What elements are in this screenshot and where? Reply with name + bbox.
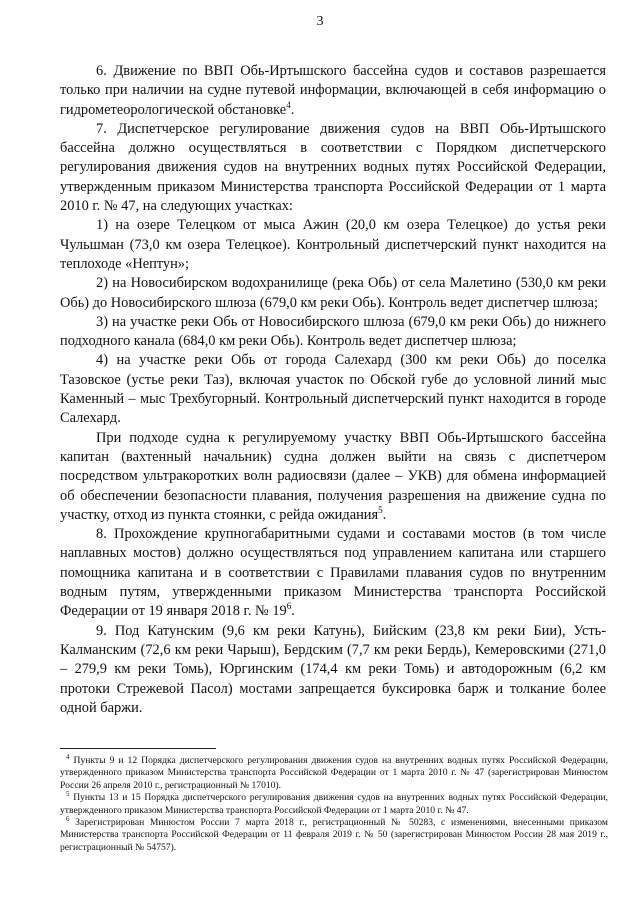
footnote-ref-5: 5 bbox=[378, 505, 383, 516]
page-number: 3 bbox=[316, 14, 324, 29]
footnote-5: $^5$ Пункты 13 и 15 Порядка диспетчерского регулирования движения судов на внутренних водных путях Российской Федерации, утвержденного приказом Министерства транспорта Российской Федерации от 1 марта 2010 г. № 47. bbox=[60, 790, 608, 816]
list-item-3: 3) на участке реки Обь от Новосибирского шлюза (679,0 км реки Обь) до нижнего подходного канала (684,0 км реки Обь). Контроль ведет диспетчер шлюза; bbox=[60, 313, 606, 350]
paragraph-7: 7. Диспетчерское регулирование движения судов на ВВП Обь-Иртышского бассейна должно осуществляться в соответствии с Порядком диспетчерского регулирования движения судов на внутренних водных путях Российской Федерации, утвержденным приказом Министерства транспорта Российской Федерации от 1 марта 2010 г. № 47, на следующих участках: bbox=[60, 120, 606, 215]
list-item-1: 1) на озере Телецком от мыса Ажин (20,0 км озера Телецкое) до устья реки Чульшман (73,0 км озера Телецкое). Контрольный диспетчерский пункт находится на теплоходе «Нептун»; bbox=[60, 217, 606, 272]
footnote-6: $^6$ Зарегистрирован Минюстом России 7 марта 2018 г., регистрационный № 50283, с изменениями, внесенными приказом Министерства транспорта Российской Федерации от 11 февраля 2019 г. № 50 (зарегистрирован Минюстом России 28 мая 2019 г., регистрационный № 54757). bbox=[60, 814, 608, 853]
footnote-ref-6: 6 bbox=[286, 601, 292, 612]
paragraph-8: 8. Прохождение крупногабаритными судами и составами мостов (в том числе наплавных мостов) должно осуществляться под управлением капитана или старшего помощника капитана и в соответствии с Правилами плавания судов по внутренним водным путям, утвержденными приказом Министерства транспорта Российской Федерации от 19 января 2018 г. № $19^6$. bbox=[60, 526, 606, 620]
paragraph-9: 9. Под Катунским (9,6 км реки Катунь), Бийским (23,8 км реки Бии), Усть-Калманским (72,6 км реки Чарыш), Бердским (7,7 км реки Бердь), Кемеровскими (271,0 – 279,9 км реки Томь), Юргинским (174,4 км реки Томь) и автодорожным (6,2 км протоки Стрежевой Пасол) мостами запрещается буксировка барж и толкание более одной баржи. bbox=[60, 622, 606, 716]
list-item-4: 4) на участке реки Обь от города Салехард (300 км реки Обь) до поселка Тазовское (устье реки Таз), включая участок по Обской губе до условной линий мыс Каменный – мыс Трехбугорный. Контрольный диспетчерский пункт находится в городе Салехард. bbox=[60, 352, 606, 427]
footnote-4: $^4$ Пункты 9 и 12 Порядка диспетчерского регулирования движения судов на внутренних водных путях Российской Федерации, утвержденного приказом Министерства транспорта Российской Федерации от 1 марта 2010 г. № 47 (зарегистрирован Минюстом России 26 апреля 2010 г., регистрационный № 17010). bbox=[60, 752, 609, 791]
paragraph-6: 6. Движение по ВВП Обь-Иртышского бассейна судов и составов разрешается только при наличии на судне путевой информации, включающей в себя информацию о гидрометеорологической обстановке$^4$. bbox=[60, 63, 606, 118]
list-item-2: 2) на Новосибирском водохранилище (река Обь) от села Малетино (530,0 км реки Обь) до Новосибирского шлюза (679,0 км реки Обь). Контроль ведет диспетчер шлюза; bbox=[60, 275, 606, 311]
footnote-ref-4: 4 bbox=[286, 99, 291, 110]
document-body bbox=[60, 62, 606, 718]
footnotes bbox=[60, 752, 609, 854]
footnote-divider bbox=[60, 748, 216, 749]
paragraph-approach: При подходе судна к регулируемому участку ВВП Обь-Иртышского бассейна капитан (вахтенный начальник) судна должен выйти на связь с диспетчером посредством ультракоротких волн радиосвязи (далее – УКВ) для обмена информацией об обеспечении безопасности плавания, получения разрешения на движение судна по участку, отход из пункта стоянки, с рейда ожидания$^5$. bbox=[60, 429, 606, 523]
